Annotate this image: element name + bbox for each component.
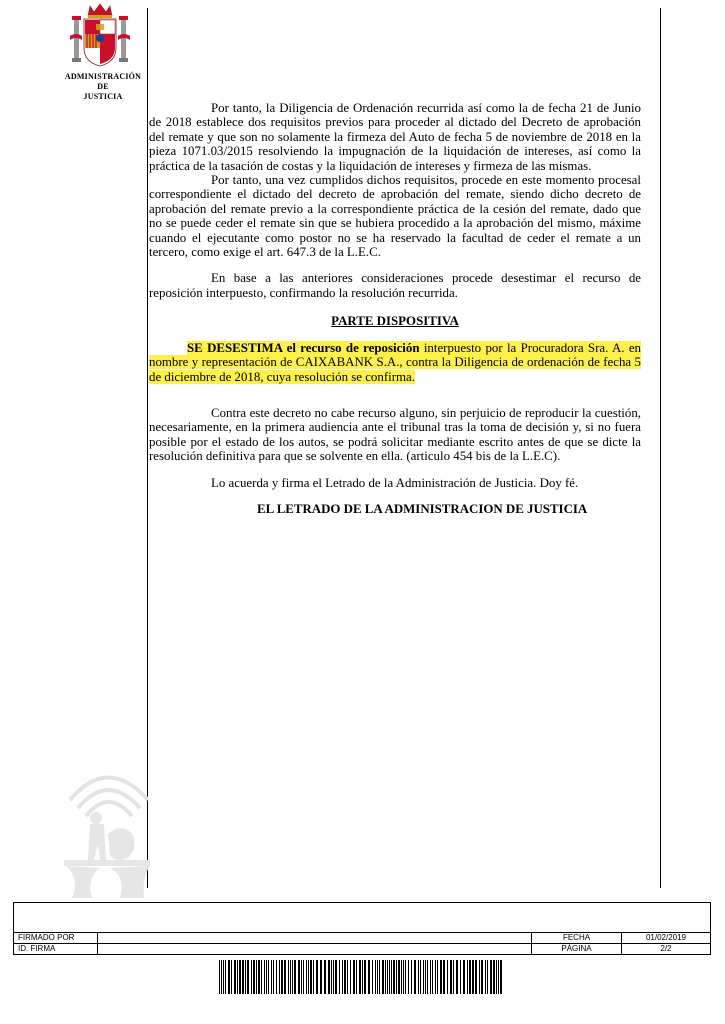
signature-id-label: ID. FIRMA — [14, 944, 98, 954]
coat-of-arms-icon — [70, 2, 130, 72]
institution-line-2: DE — [97, 82, 109, 91]
right-margin-rule — [660, 8, 661, 888]
decision-text: interpuesto por la Procuradora Sra. A. en nombre y representación de CAIXABANK S.A., contra la Diligencia de ordenación de fecha 5 de diciembre de 2018, cuya resolución se confirma. — [149, 340, 642, 384]
date-label: FECHA — [532, 933, 622, 943]
signed-by-label: FIRMADO POR — [14, 933, 98, 943]
barcode-icon — [219, 960, 505, 994]
section-title: PARTE DISPOSITIVA — [331, 314, 459, 329]
paragraph-6: Lo acuerda y firma el Letrado de la Administración de Justicia. Doy fé. — [211, 475, 579, 490]
signature-id-value — [98, 944, 532, 954]
page-value: 2/2 — [660, 944, 672, 953]
left-margin-rule — [147, 8, 148, 888]
signed-by-value — [98, 933, 532, 943]
signature-box — [13, 902, 711, 932]
signature-id-row — [13, 943, 711, 955]
decision-paragraph — [149, 341, 641, 384]
paragraph-1: Por tanto, la Diligencia de Ordenación recurrida así como la de fecha 21 de Junio de 2018 establece dos requisitos previos para proceder al dictado del Decreto de aprobación del remate y que son no solamente la firmeza del Auto de fecha 5 de noviembre de 2018 en la pieza 1071.03/2015 resolviendo la impugnación de la liquidación de intereses, así como la práctica de la tasación de costas y la liquidación de intereses y firmeza de las mismas. — [149, 101, 641, 173]
signature-heading: EL LETRADO DE LA ADMINISTRACION DE JUSTICIA — [257, 501, 588, 516]
institution-line-1: ADMINISTRACIÓN — [64, 72, 142, 81]
date-value: 01/02/2019 — [645, 933, 687, 942]
paragraph-2: Por tanto, una vez cumplidos dichos requisitos, procede en este momento procesal correspondiente el dictado del decreto de aprobación del remate, siendo dicho decreto de aprobación del remate previo a la correspondiente práctica de la cesión del remate, dado que no se puede ceder el remate sin que se hubiera procedido a la aprobación del mismo, máxime cuando el ejecutante como postor no se ha reservado la facultad de ceder el remate a un tercero, como exige el art. 647.3 de la L.E.C. — [149, 173, 641, 260]
decision-highlight — [149, 341, 641, 384]
decision-bold-text: SE DESESTIMA el recurso de reposición — [187, 340, 420, 355]
page-label: PÁGINA — [532, 944, 622, 954]
institution-label — [58, 72, 148, 102]
paragraph-5: Contra este decreto no cabe recurso alguno, sin perjuicio de reproducir la cuestión, necesariamente, en la primera audiencia ante el tribunal tras la toma de decisión y, si no fuera posible por el estado de los autos, se podrá solicitar mediante escrito antes de que se dicte la resolución definitiva para que se solvente en ella. (articulo 454 bis de la L.E.C). — [149, 405, 641, 464]
watermark-emblem-icon — [60, 760, 155, 900]
institution-line-3: JUSTICIA — [83, 92, 123, 101]
paragraph-3: En base a las anteriores consideraciones procede desestimar el recurso de reposición interpuesto, confirmando la resolución recurrida. — [149, 271, 641, 300]
document-body — [149, 101, 641, 516]
